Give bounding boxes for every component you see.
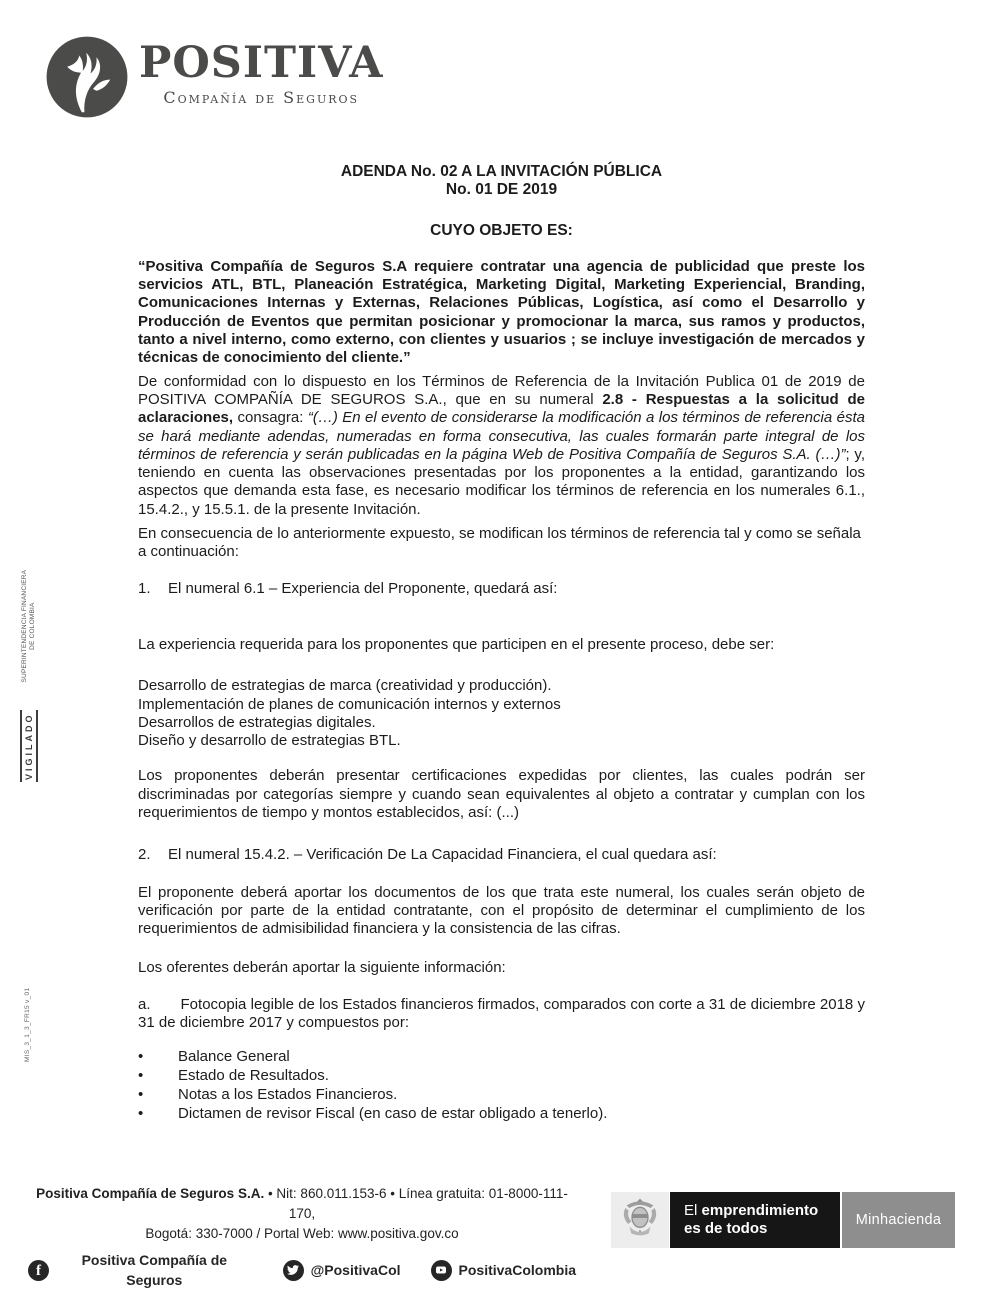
twitter-item [283, 1260, 401, 1281]
numbered-item-1 [138, 580, 865, 598]
vigilado-label: VIGILADO [20, 710, 38, 782]
youtube-label: PositivaColombia [458, 1262, 576, 1278]
experience-list [138, 677, 865, 750]
bullet-text: Dictamen de revisor Fiscal (en caso de estar obligado a tenerlo). [178, 1105, 608, 1123]
gov-slogan-line1: El emprendimiento [684, 1202, 819, 1219]
experience-line: Desarrollo de estrategias de marca (creatividad y producción). [138, 677, 552, 695]
minhacienda-badge: Minhacienda [842, 1192, 955, 1248]
conformity-paragraph [138, 373, 865, 519]
bullet-text: Balance General [178, 1048, 290, 1066]
numbered-item-2 [138, 846, 865, 864]
superintendencia-label [21, 570, 37, 683]
bullet-text: Estado de Resultados. [178, 1067, 329, 1085]
bullet-item [138, 1104, 865, 1123]
bullet-text: Notas a los Estados Financieros. [178, 1086, 398, 1104]
point-a-text: Fotocopia legible de los Estados financieros firmados, comparados con corte a 31 de diciembre 2018 y 31 de diciembre 2017 y compuestos por: [138, 995, 865, 1032]
bullet-item [138, 1066, 865, 1085]
superintendencia-line1: SUPERINTENDENCIA FINANCIERA [21, 569, 28, 683]
superintendencia-line2: DE COLOMBIA [29, 602, 36, 650]
youtube-icon [431, 1260, 452, 1281]
gov-slogan-badge [670, 1192, 840, 1248]
conformity-tail: ; y, teniendo en cuenta las observaciones presentadas por los proponentes a la entidad, garantizando los aspectos que demanda esta fase, es necesario modificar los términos de referencia en los numerales 6.1., 15.4.2., y 15.5.1. de la presente Invitación. [138, 445, 865, 518]
item1-text: El numeral 6.1 – Experiencia del Proponente, quedará así: [168, 579, 558, 597]
financial-paragraph: El proponente deberá aportar los documentos de los que trata este numeral, los cuales serán objeto de verificación por parte de la entidad contratante, con el propósito de determinar el cumplimiento de los requerimientos de admisibilidad financiera y la consistencia de las cifras. [138, 883, 865, 938]
object-clause: “Positiva Compañía de Seguros S.A requiere contratar una agencia de publicidad que preste los servicios ATL, BTL, Planeación Estratégica, Marketing Digital, Marketing Experiencial, Branding, Comunicaciones Internas y Externas, Relaciones Públicas, Logística, así como el Desarrollo y Producción de Eventos que permitan posicionar y promocionar la marca, sus ramos y productos, tanto a nivel interno, como externo, con clientes y usuarios ; se incluye investigación de mercados y técnicas de conocimiento del cliente.” [138, 257, 865, 367]
vigilado-stamp [20, 570, 38, 782]
experience-line: Implementación de planes de comunicación internos y externos [138, 695, 561, 713]
document-subtitle: CUYO OBJETO ES: [430, 221, 573, 239]
experience-intro: La experiencia requerida para los proponentes que participen en el presente proceso, debe ser: [138, 635, 775, 653]
logo-tagline: Compañía de Seguros [163, 88, 360, 107]
social-row [28, 1250, 576, 1290]
bullet-marker: • [138, 1105, 144, 1123]
conformity-intro: De conformidad con lo dispuesto en los Términos de Referencia de la Invitación Publica 01 de 2019 de POSITIVA COMPAÑÍA DE SEGUROS S.A., que en su numeral [138, 372, 865, 408]
gov-slogan-line2: es de todos [684, 1220, 768, 1237]
youtube-item [431, 1260, 576, 1281]
bullet-marker: • [138, 1048, 144, 1066]
footer-company-name: Positiva Compañía de Seguros S.A. [36, 1186, 265, 1201]
point-a-paragraph [138, 996, 865, 1033]
bullet-marker: • [138, 1067, 144, 1085]
facebook-icon: f [28, 1260, 49, 1281]
bullet-item [138, 1085, 865, 1104]
experience-line: Desarrollos de estrategias digitales. [138, 713, 376, 731]
twitter-icon [283, 1260, 304, 1281]
dove-circle-icon [44, 34, 130, 120]
document-title-line2: No. 01 DE 2019 [445, 181, 558, 199]
item1-number: 1. [138, 579, 151, 597]
footer-line1 [28, 1184, 576, 1224]
footer-line1-rest: • Nit: 860.011.153-6 • Línea gratuita: 01-8000-111-170, [264, 1186, 568, 1221]
positiva-logo [44, 34, 383, 120]
twitter-label: @PositivaCol [310, 1262, 401, 1278]
bullet-list [138, 1047, 865, 1123]
facebook-item [28, 1250, 253, 1290]
experience-line: Diseño y desarrollo de estrategias BTL. [138, 732, 401, 750]
logo-name: POSITIVA [139, 38, 384, 88]
form-code-stamp: MIS_3_1_3_FR15 v_01 [24, 987, 31, 1062]
document-title-line1: ADENDA No. 02 A LA INVITACIÓN PÚBLICA [340, 163, 663, 180]
item2-text: El numeral 15.4.2. – Verificación De La Capacidad Financiera, el cual quedara así: [168, 846, 717, 864]
item2-number: 2. [138, 846, 151, 864]
colombia-crest-badge [611, 1192, 669, 1248]
footer-line2: Bogotá: 330-7000 / Portal Web: www.positiva.gov.co [145, 1226, 459, 1241]
facebook-label: Positiva Compañía de Seguros [81, 1252, 228, 1288]
document-content [138, 163, 865, 1123]
footer-contact-block [28, 1184, 576, 1290]
conformity-mid: consagra: [233, 409, 308, 427]
certifications-paragraph: Los proponentes deberán presentar certificaciones expedidas por clientes, las cuales podrán ser discriminadas por categorías siempre y cuando sean equivalentes al objeto a contratar y cumplan con los requerimientos de tiempo y montos establecidos, así: (...) [138, 767, 865, 822]
consequence-paragraph: En consecuencia de lo anteriormente expuesto, se modifican los términos de referencia tal y como se señala a continuación: [138, 525, 861, 561]
logo-wordmark [139, 34, 383, 107]
coat-of-arms-icon [620, 1197, 660, 1243]
offerors-paragraph: Los oferentes deberán aportar la siguiente información: [138, 958, 506, 976]
conformity-quote: “(…) En el evento de considerarse la modificación a los términos de referencia ésta se hará mediante adendas, numeradas en forma consecutiva, las cuales formarán parte integral de los términos de referencia y serán publicadas en la página Web de Positiva Compañía de Seguros S.A. (…)” [138, 409, 865, 463]
bullet-marker: • [138, 1086, 144, 1104]
bullet-item [138, 1047, 865, 1066]
point-a-label: a. [138, 995, 151, 1013]
conformity-numeral: 2.8 - Respuestas a la solicitud de aclaraciones, [138, 390, 865, 427]
